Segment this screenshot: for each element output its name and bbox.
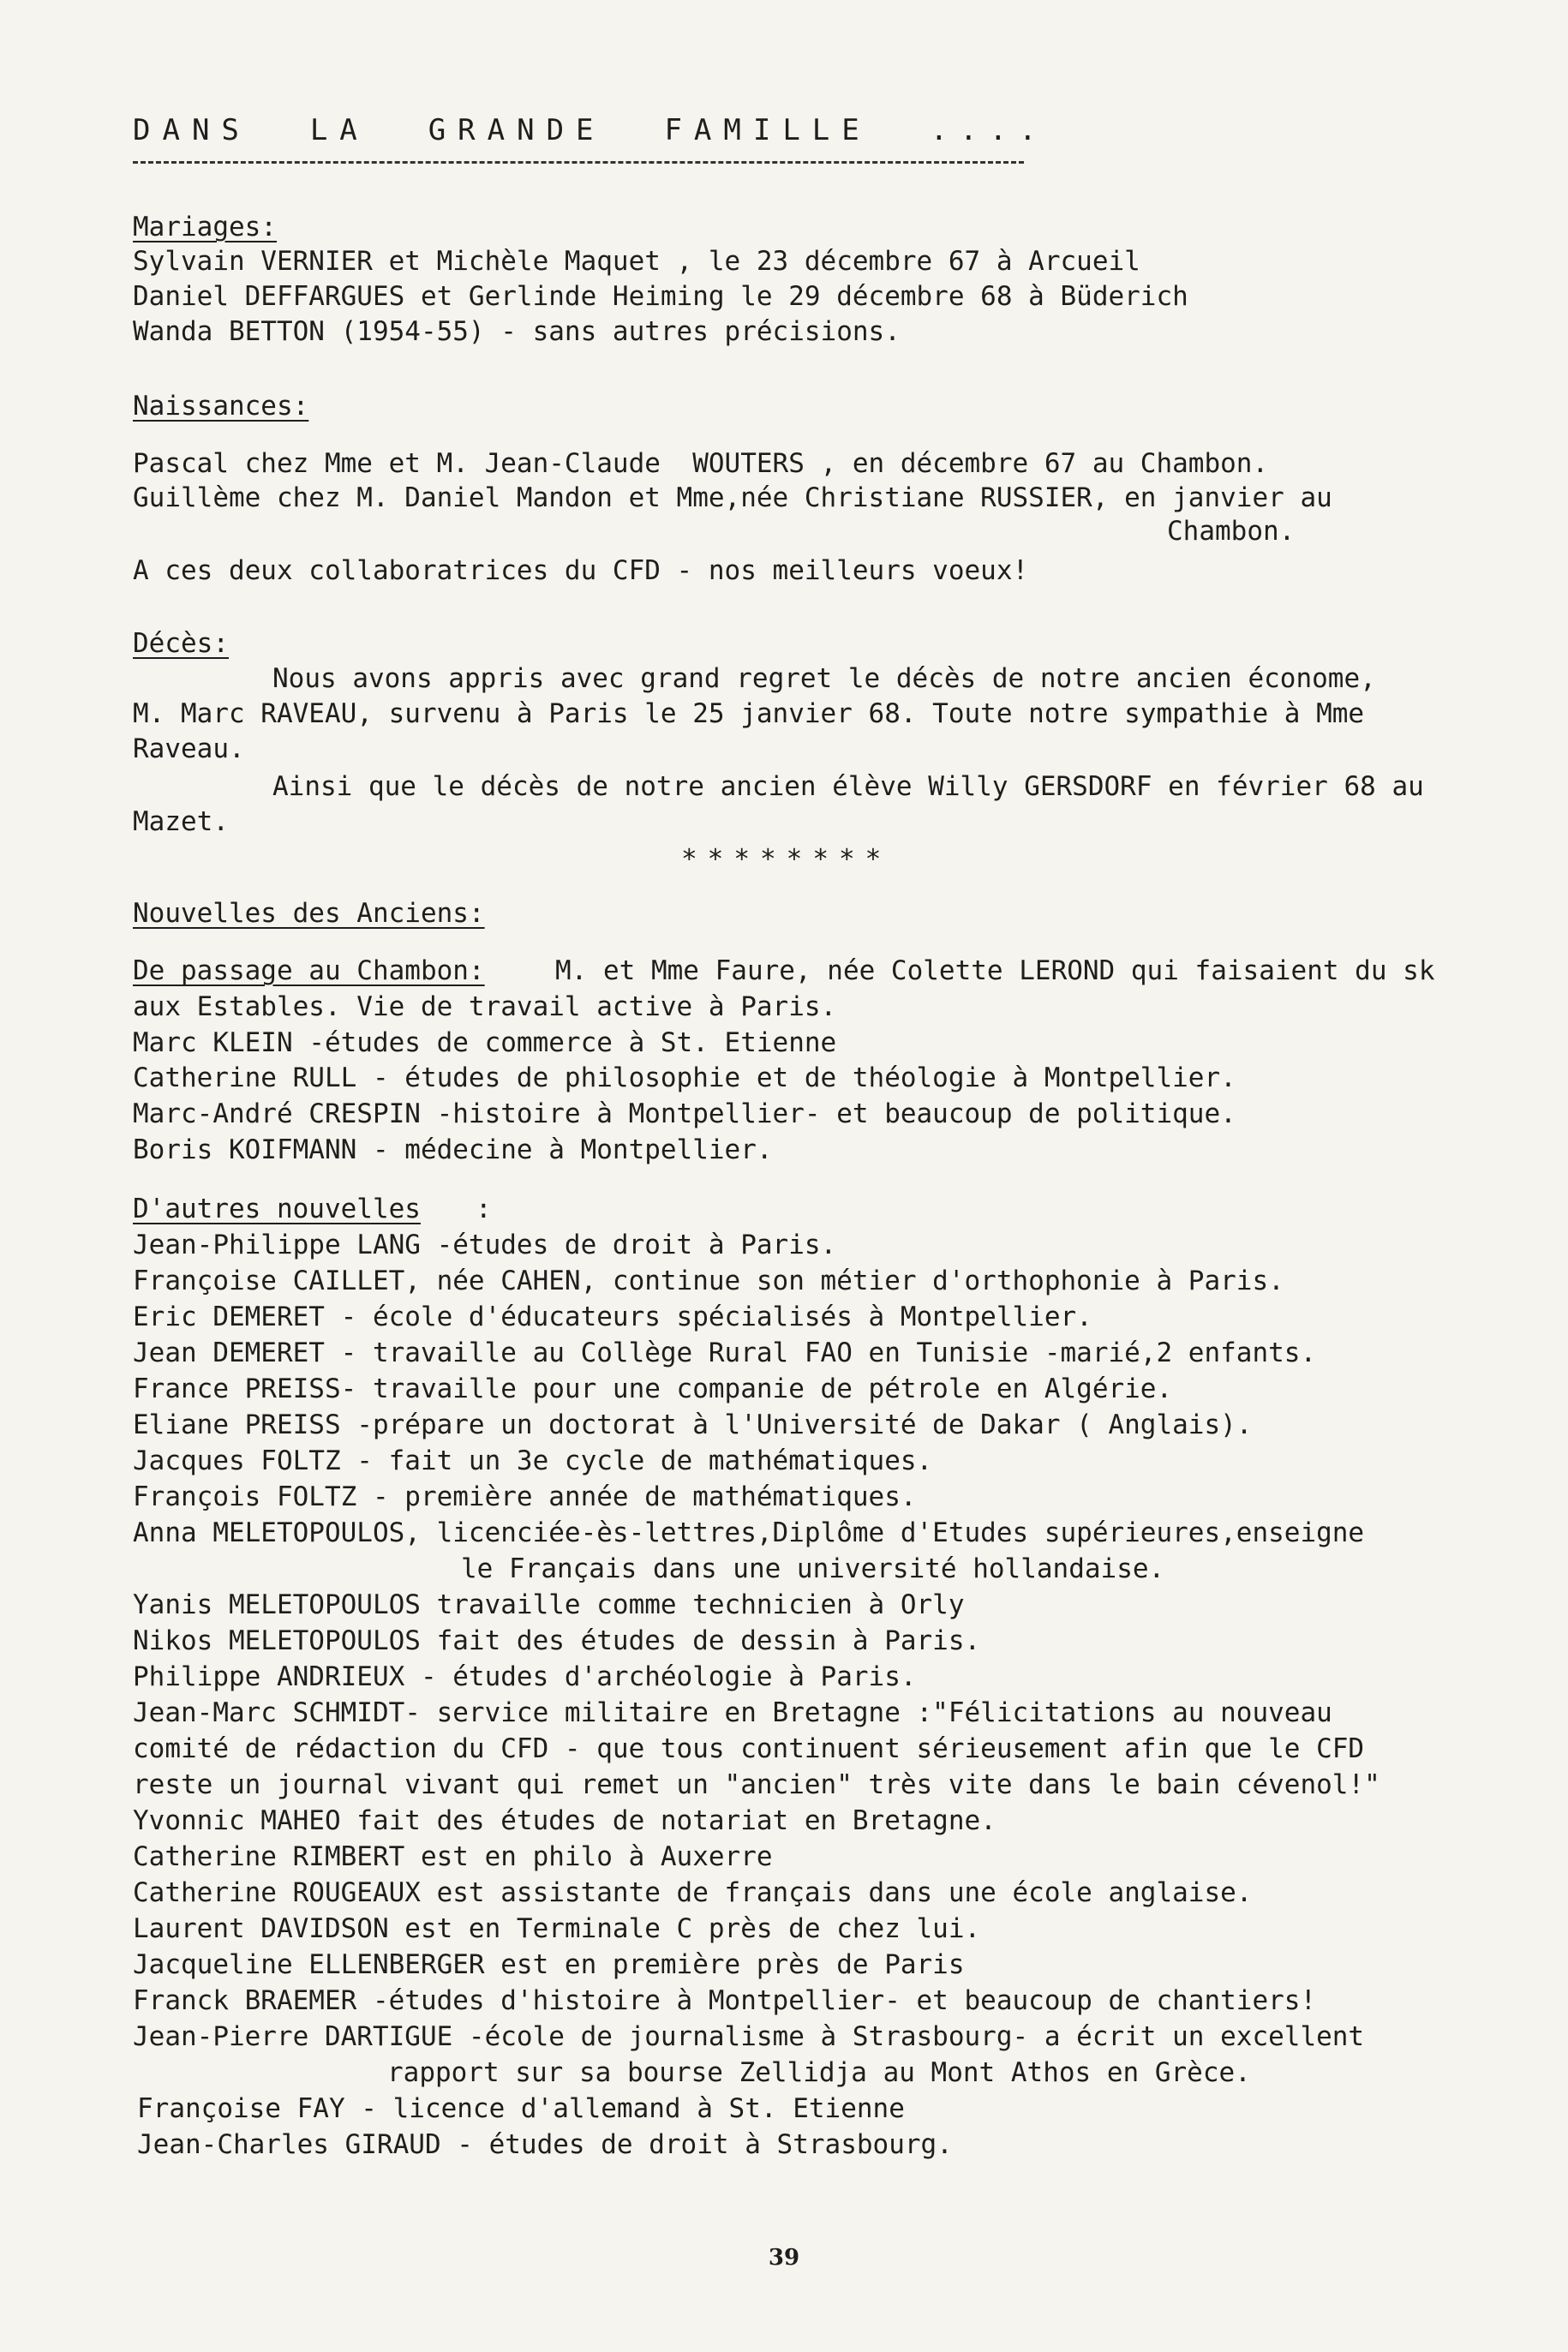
text-line: Sylvain VERNIER et Michèle Maquet , le 23 décembre 67 à Arcueil [133, 246, 1140, 277]
heading-mariages: Mariages: [133, 212, 277, 242]
heading-nouvelles-des-anciens: Nouvelles des Anciens: [133, 898, 485, 929]
text-line: rapport sur sa bourse Zellidja au Mont Athos en Grèce. [387, 2057, 1251, 2088]
text-line: le Français dans une université hollandaise. [461, 1553, 1165, 1584]
text-line: Laurent DAVIDSON est en Terminale C près de chez lui. [133, 1913, 981, 1944]
text-line: France PREISS- travaille pour une companie de pétrole en Algérie. [133, 1373, 1173, 1404]
page-number: 39 [768, 2245, 800, 2271]
text-line: Guillème chez M. Daniel Mandon et Mme,née Christiane RUSSIER, en janvier au [133, 482, 1332, 513]
text-line: Chambon. [1167, 516, 1296, 547]
text-line: Daniel DEFFARGUES et Gerlinde Heiming le 29 décembre 68 à Büderich [133, 281, 1188, 312]
text-line: Nous avons appris avec grand regret le décès de notre ancien économe, [272, 663, 1376, 694]
text-line: Jean-Marc SCHMIDT- service militaire en Bretagne :"Félicitations au nouveau [133, 1697, 1332, 1728]
text-line: Françoise FAY - licence d'allemand à St. Etienne [137, 2093, 905, 2124]
text-line: A ces deux collaboratrices du CFD - nos meilleurs voeux! [133, 555, 1029, 586]
separator-stars: ******** [681, 844, 892, 875]
text-line: reste un journal vivant qui remet un "ancien" très vite dans le bain cévenol!" [133, 1769, 1380, 1800]
text-line: Catherine RIMBERT est en philo à Auxerre [133, 1841, 773, 1872]
text-line: Jean-Charles GIRAUD - études de droit à Strasbourg. [137, 2129, 953, 2160]
text-line: M. et Mme Faure, née Colette LEROND qui faisaient du sk [555, 955, 1435, 986]
text-line: Eliane PREISS -prépare un doctorat à l'Université de Dakar ( Anglais). [133, 1409, 1253, 1440]
title-underline [133, 161, 1024, 164]
text-line: M. Marc RAVEAU, survenu à Paris le 25 janvier 68. Toute notre sympathie à Mme [133, 698, 1365, 729]
text-line: Françoise CAILLET, née CAHEN, continue son métier d'orthophonie à Paris. [133, 1266, 1284, 1296]
text-line: Franck BRAEMER -études d'histoire à Montpellier- et beaucoup de chantiers! [133, 1985, 1317, 2016]
page-title: DANS LA GRANDE FAMILLE .... [133, 113, 1049, 147]
text-line: Catherine RULL - études de philosophie et de théologie à Montpellier. [133, 1062, 1236, 1093]
heading-colon: : [476, 1194, 492, 1224]
text-line: Raveau. [133, 733, 245, 764]
text-line: Jean-Philippe LANG -études de droit à Paris. [133, 1230, 837, 1260]
heading-autres-nouvelles: D'autres nouvelles [133, 1194, 421, 1224]
text-line: Boris KOIFMANN - médecine à Montpellier. [133, 1134, 773, 1165]
text-line: Catherine ROUGEAUX est assistante de français dans une école anglaise. [133, 1877, 1253, 1908]
text-line: François FOLTZ - première année de mathématiques. [133, 1481, 917, 1512]
text-line: Wanda BETTON (1954-55) - sans autres précisions. [133, 316, 901, 347]
text-line: Eric DEMERET - école d'éducateurs spécialisés à Montpellier. [133, 1302, 1092, 1332]
text-line: Yanis MELETOPOULOS travaille comme technicien à Orly [133, 1589, 965, 1620]
text-line: aux Estables. Vie de travail active à Paris. [133, 991, 837, 1022]
text-line: Marc-André CRESPIN -histoire à Montpellier- et beaucoup de politique. [133, 1098, 1236, 1129]
heading-deces: Décès: [133, 628, 229, 659]
text-line: Pascal chez Mme et M. Jean-Claude WOUTERS , en décembre 67 au Chambon. [133, 448, 1269, 479]
text-line: Jacqueline ELLENBERGER est en première près de Paris [133, 1949, 965, 1980]
heading-de-passage: De passage au Chambon: [133, 955, 485, 986]
text-line: comité de rédaction du CFD - que tous continuent sérieusement afin que le CFD [133, 1733, 1365, 1764]
text-line: Philippe ANDRIEUX - études d'archéologie à Paris. [133, 1661, 917, 1692]
text-line: Anna MELETOPOULOS, licenciée-ès-lettres,Diplôme d'Etudes supérieures,enseigne [133, 1517, 1365, 1548]
text-line: Jean DEMERET - travaille au Collège Rural FAO en Tunisie -marié,2 enfants. [133, 1338, 1317, 1368]
text-line: Ainsi que le décès de notre ancien élève Willy GERSDORF en février 68 au [272, 771, 1424, 802]
text-line: Nikos MELETOPOULOS fait des études de dessin à Paris. [133, 1625, 981, 1656]
text-line: Mazet. [133, 806, 229, 837]
text-line: Yvonnic MAHEO fait des études de notariat en Bretagne. [133, 1805, 996, 1836]
heading-naissances: Naissances: [133, 391, 309, 422]
text-line: Jacques FOLTZ - fait un 3e cycle de mathématiques. [133, 1445, 933, 1476]
text-line: Jean-Pierre DARTIGUE -école de journalisme à Strasbourg- a écrit un excellent [133, 2021, 1365, 2052]
text-line: Marc KLEIN -études de commerce à St. Etienne [133, 1027, 837, 1058]
